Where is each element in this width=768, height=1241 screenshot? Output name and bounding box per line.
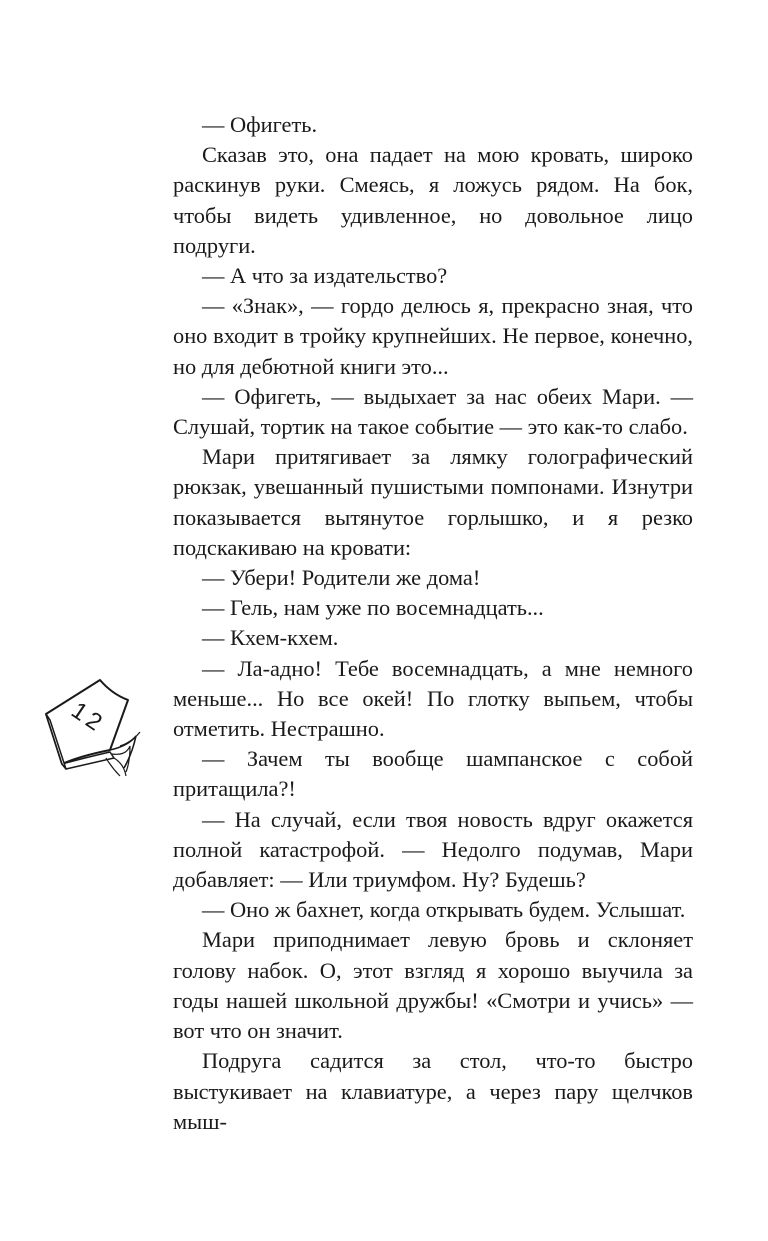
paragraph: — Зачем ты вообще шампанское с собой притащила?! [173,746,693,802]
paragraph: — «Знак», — гордо делюсь я, прекрасно зная, что оно входит в тройку крупнейших. Не первое, конечно, но для дебютной книги это... [173,293,693,379]
paragraph: — Офигеть, — выдыхает за нас обеих Мари. — Слушай, тортик на такое событие — это как-то слабо. [173,383,693,440]
paragraph: Подруга садится за стол, что-то быстро выстукивает на клавиатуре, а через пару щелчков мыш- [173,1048,693,1134]
paragraph: Мари притягивает за лямку голографический рюкзак, увешанный пушистыми помпонами. Изнутри показывается вытянутое горлышко, и я резко подскакиваю на кровати: [173,444,693,560]
open-book-icon [40,672,150,784]
page-number: 12 [66,696,111,739]
paragraph: — На случай, если твоя новость вдруг окажется полной катастрофой. — Недолго подумав, Мари добавляет: — Или триумфом. Ну? Будешь? [173,806,693,893]
paragraph: — Офигеть. [202,112,318,137]
paragraph: — Убери! Родители же дома! [202,565,481,591]
paragraph: — Кхем-кхем. [202,625,339,651]
paragraph: Сказав это, она падает на мою кровать, широко раскинув руки. Смеясь, я ложусь рядом. На бок, чтобы видеть удивленное, но довольное лицо подруги. [173,142,693,258]
paragraph: — Гель, нам уже по восемнадцать... [202,595,544,621]
paragraph: — Оно ж бахнет, когда открывать будем. Услышат. [202,897,686,923]
paragraph: — А что за издательство? [202,263,448,289]
paragraph: — Ла-адно! Тебе восемнадцать, а мне немного меньше... Но все окей! По глотку выпьем, чтобы отметить. Нестрашно. [173,655,693,742]
book-fanned-page [120,732,140,746]
paragraph: Мари приподнимает левую бровь и склоняет голову набок. О, этот взгляд я хорошо выучила за годы нашей школьной дружбы! «Смотри и учись» — вот что он значит. [173,927,693,1044]
body-text [173,110,693,1137]
